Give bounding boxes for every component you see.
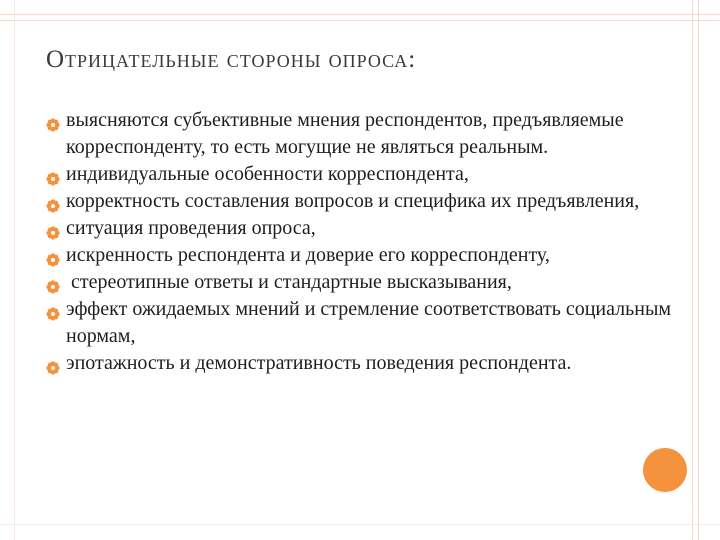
frame-line-top	[0, 20, 720, 21]
bullet-item	[46, 242, 686, 269]
gear-flower-icon	[46, 221, 60, 235]
bullet-item	[46, 107, 686, 161]
gear-flower-icon	[46, 167, 60, 181]
bullet-text: стереотипные ответы и стандартные высказывания,	[66, 271, 512, 293]
frame-line-top	[0, 14, 720, 15]
frame-line-left	[14, 0, 15, 540]
bullet-text: ситуация проведения опроса,	[66, 217, 316, 239]
frame-line-right	[692, 0, 693, 540]
gear-flower-icon	[46, 302, 60, 316]
bullet-item	[46, 188, 686, 215]
bullet-item	[46, 161, 686, 188]
gear-flower-icon	[46, 194, 60, 208]
bullet-text: искренность респондента и доверие его корреспонденту,	[66, 244, 550, 266]
bullet-item	[46, 269, 686, 296]
bullet-text: выясняются субъективные мнения респондентов, предъявляемые корреспонденту, то есть могущие не являться реальным.	[66, 109, 624, 158]
bullet-item	[46, 215, 686, 242]
bullet-text: корректность составления вопросов и специфика их предъявления,	[66, 190, 640, 212]
bullet-item	[46, 350, 686, 377]
frame-line-right	[698, 0, 699, 540]
gear-flower-icon	[46, 356, 60, 370]
gear-flower-icon	[46, 275, 60, 289]
bullet-text: эффект ожидаемых мнений и стремление соответствовать социальным нормам,	[66, 298, 672, 347]
bullet-item	[46, 296, 686, 350]
slide-title: Отрицательные стороны опроса:	[46, 46, 417, 73]
decorative-orange-circle	[643, 448, 687, 492]
bullet-text: эпотажность и демонстративность поведения респондента.	[66, 352, 572, 374]
gear-flower-icon	[46, 248, 60, 262]
frame-line-bottom	[0, 524, 720, 525]
gear-flower-icon	[46, 113, 60, 127]
bullet-list	[46, 107, 686, 377]
bullet-text: индивидуальные особенности корреспондента,	[66, 163, 469, 185]
